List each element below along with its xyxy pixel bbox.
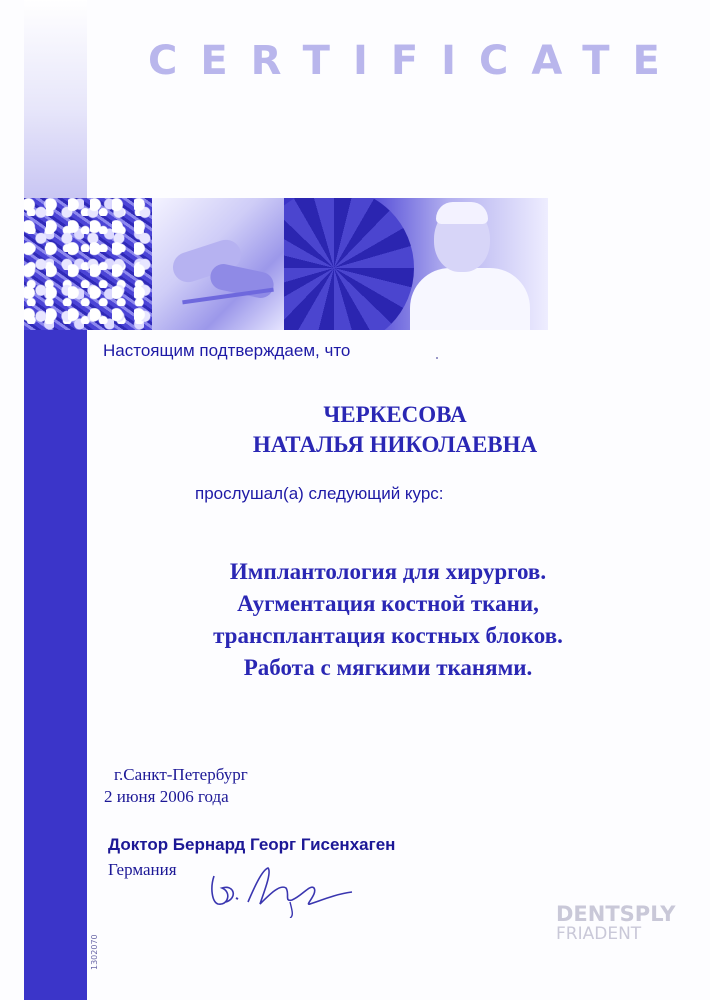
photo-strip [24, 198, 548, 330]
country: Германия [108, 860, 177, 879]
bone-texture-image [24, 198, 152, 330]
logo-brand: DENTSPLY [556, 902, 676, 926]
course-line-3: трансплантация костных блоков. [213, 623, 563, 648]
dentsply-friadent-logo [556, 902, 686, 944]
attended-text: прослушал(а) следующий курс: [195, 484, 444, 503]
recipient-given-names: НАТАЛЬЯ НИКОЛАЕВНА [252, 432, 538, 457]
doctor-gear-image [284, 198, 548, 330]
course-line-2: Аугментация костной ткани, [237, 591, 539, 616]
left-band-top-gradient [24, 0, 87, 198]
course-line-4: Работа с мягкими тканями. [243, 655, 533, 680]
date: 2 июня 2006 года [104, 787, 229, 806]
confirm-text: Настоящим подтверждаем, что [103, 341, 351, 360]
surgery-hands-image [152, 198, 284, 330]
course-line-1: Имплантология для хирургов. [229, 559, 547, 584]
speck [436, 357, 438, 359]
signature [206, 858, 356, 918]
certificate-title: CERTIFICATE [148, 38, 683, 84]
logo-sub: FRIADENT [556, 924, 642, 944]
doctor-name: Доктор Бернард Георг Гисенхаген [108, 835, 396, 854]
city: г.Санкт-Петербург [114, 765, 248, 784]
document-code: 1302070 [90, 934, 99, 970]
recipient-surname: ЧЕРКЕСОВА [323, 402, 467, 427]
left-vertical-band [24, 330, 87, 1000]
